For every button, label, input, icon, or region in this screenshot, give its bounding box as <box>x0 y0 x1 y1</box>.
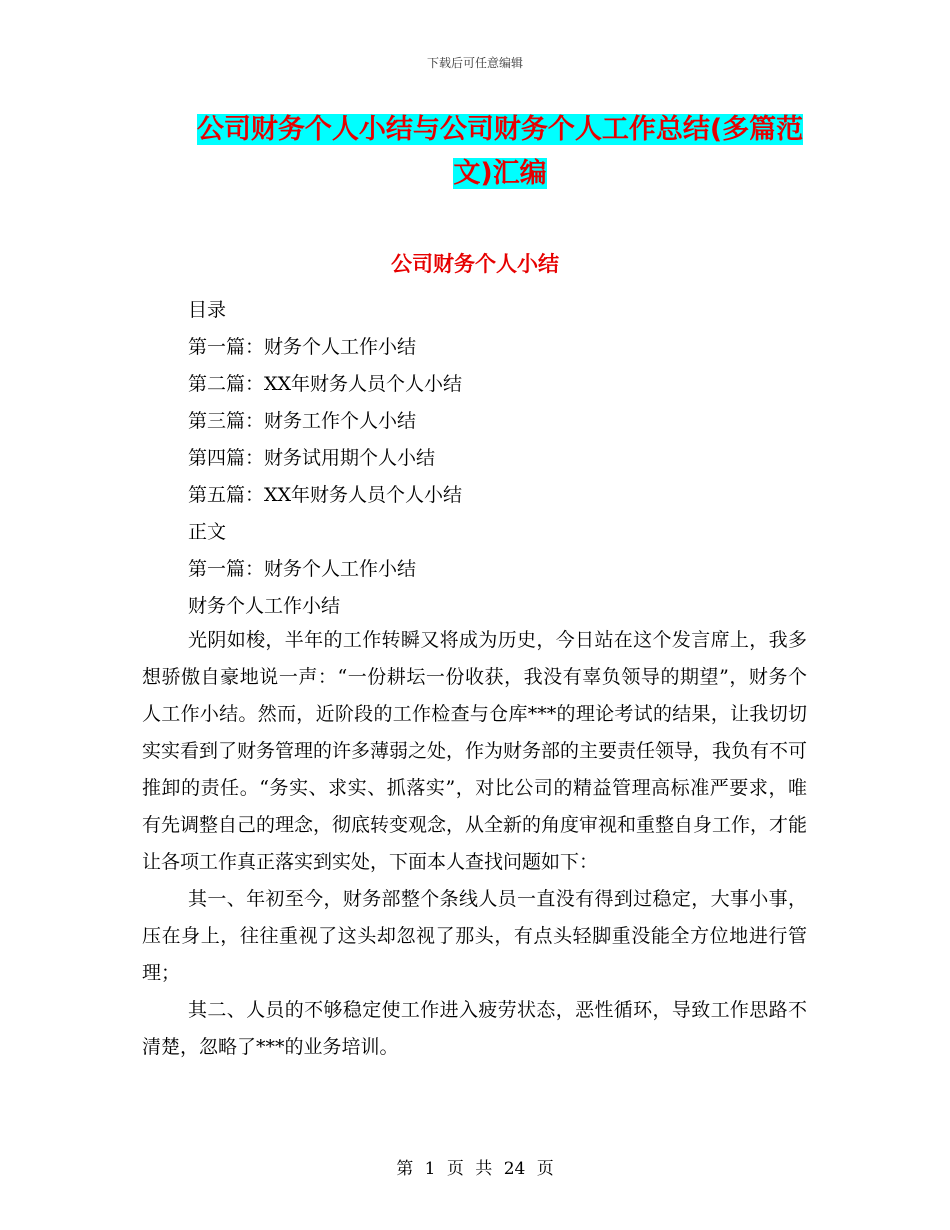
toc-item: 第三篇：财务工作个人小结 <box>188 410 417 432</box>
title-line-2: 文)汇编 <box>453 158 547 189</box>
toc-item: 第五篇：XX年财务人员个人小结 <box>188 484 463 506</box>
page-footer: 第 1 页 共 24 页 <box>396 1159 554 1179</box>
title-line-1: 公司财务个人小结与公司财务个人工作总结(多篇范 <box>196 114 804 145</box>
toc-item: 第二篇：XX年财务人员个人小结 <box>188 373 463 395</box>
body-text <box>142 622 807 1066</box>
toc-heading: 目录 <box>188 299 227 321</box>
table-of-contents <box>188 292 462 625</box>
paragraph: 其二、人员的不够稳定使工作进入疲劳状态，恶性循环，导致工作思路不清楚，忽略了***的业务培训。 <box>142 999 807 1058</box>
header-note: 下载后可任意编辑 <box>426 56 523 70</box>
first-chapter-heading: 第一篇：财务个人工作小结 <box>188 558 417 580</box>
toc-item: 第四篇：财务试用期个人小结 <box>188 447 436 469</box>
paragraph: 光阴如梭，半年的工作转瞬又将成为历史，今日站在这个发言席上，我多想骄傲自豪地说一声：“一份耕坛一份收获，我没有辜负领导的期望”，财务个人工作小结。然而，近阶段的工作检查与仓库***的理论考试的结果，让我切切实实看到了财务管理的许多薄弱之处，作为财务部的主要责任领导，我负有不可推卸的责任。“务实、求实、抓落实”，对比公司的精益管理高标准严要求，唯有先调整自己的理念，彻底转变观念，从全新的角度审视和重整自身工作，才能让各项工作真正落实到实处，下面本人查找问题如下： <box>142 629 808 873</box>
chapter-subtitle: 财务个人工作小结 <box>188 595 341 617</box>
body-heading: 正文 <box>188 521 227 543</box>
section-title: 公司财务个人小结 <box>391 252 559 276</box>
toc-item: 第一篇：财务个人工作小结 <box>188 336 417 358</box>
document-title <box>140 108 860 196</box>
paragraph: 其一、年初至今，财务部整个条线人员一直没有得到过稳定，大事小事，压在身上，往往重视了这头却忽视了那头，有点头轻脚重没能全方位地进行管理； <box>142 888 807 984</box>
